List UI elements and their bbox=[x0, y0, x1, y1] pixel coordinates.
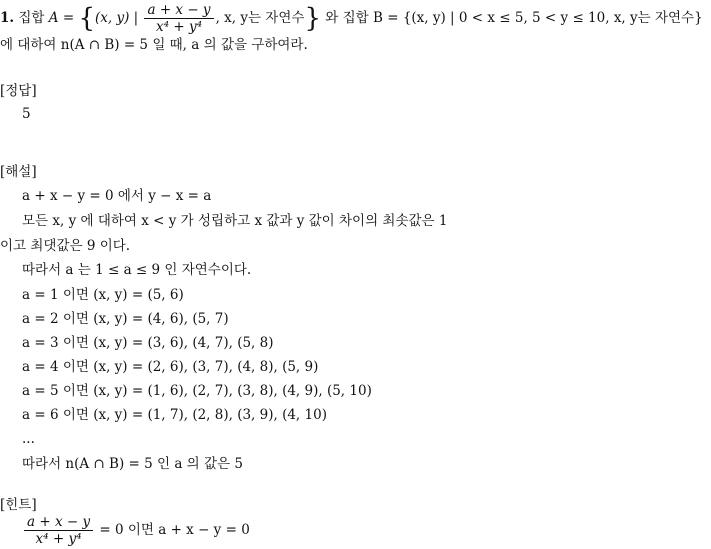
hint-fraction bbox=[24, 514, 93, 547]
explanation-line: a = 2 이면 (x, y) = (4, 6), (5, 7) bbox=[22, 311, 229, 327]
hint-header: [힌트] bbox=[0, 497, 37, 513]
explanation-line: 이고 최댓값은 9 이다. bbox=[0, 238, 131, 254]
explanation-line: a = 4 이면 (x, y) = (2, 6), (3, 7), (4, 8), (5, 9) bbox=[22, 359, 319, 375]
setA-condition: , x, y는 자연수 bbox=[215, 10, 305, 26]
problem-line-2: 에 대하여 n(A ∩ B) = 5 일 때, a 의 값을 구하여라. bbox=[0, 37, 308, 53]
setB-definition: B = {(x, y) | 0 < x ≤ 5, 5 < y ≤ 10, x, y는 자연수} bbox=[373, 10, 703, 26]
setA-lhs: A = bbox=[48, 10, 79, 26]
setA-pair: (x, y) | bbox=[94, 10, 143, 26]
setA-fraction-numerator: a + x − y bbox=[144, 2, 213, 19]
explanation-line: a = 6 이면 (x, y) = (1, 7), (2, 8), (3, 9), (4, 10) bbox=[22, 407, 327, 423]
problem-prefix: 집합 bbox=[18, 10, 45, 26]
hint-fraction-denominator: x⁴ + y⁴ bbox=[35, 531, 82, 547]
explanation-line: a = 5 이면 (x, y) = (1, 6), (2, 7), (3, 8), (4, 9), (5, 10) bbox=[22, 383, 372, 399]
setA-left-brace: { bbox=[78, 3, 95, 34]
hint-rest: = 0 이면 a + x − y = 0 bbox=[99, 522, 250, 538]
problem-line-1 bbox=[0, 2, 703, 35]
explanation-line: a = 3 이면 (x, y) = (3, 6), (4, 7), (5, 8) bbox=[22, 335, 274, 351]
explanation-line: ... bbox=[22, 431, 35, 447]
explanation-line: 모든 x, y 에 대하여 x < y 가 성립하고 x 값과 y 값이 차이의 최솟값은 1 bbox=[22, 213, 448, 229]
setA-right-brace: } bbox=[304, 3, 321, 34]
answer-header: [정답] bbox=[0, 83, 37, 99]
explanation-header: [해설] bbox=[0, 164, 37, 180]
explanation-line: a + x − y = 0 에서 y − x = a bbox=[22, 188, 212, 204]
explanation-line: 따라서 n(A ∩ B) = 5 인 a 의 값은 5 bbox=[22, 456, 243, 472]
hint-line bbox=[22, 514, 250, 547]
setA-fraction bbox=[144, 2, 213, 35]
explanation-line: a = 1 이면 (x, y) = (5, 6) bbox=[22, 287, 184, 303]
answer-value: 5 bbox=[22, 106, 31, 122]
problem-connector: 와 집합 bbox=[325, 10, 369, 26]
problem-number: 1. bbox=[0, 10, 15, 26]
hint-fraction-numerator: a + x − y bbox=[24, 514, 93, 531]
setA-fraction-denominator: x⁴ + y⁴ bbox=[156, 19, 202, 35]
explanation-line: 따라서 a 는 1 ≤ a ≤ 9 인 자연수이다. bbox=[22, 262, 252, 278]
